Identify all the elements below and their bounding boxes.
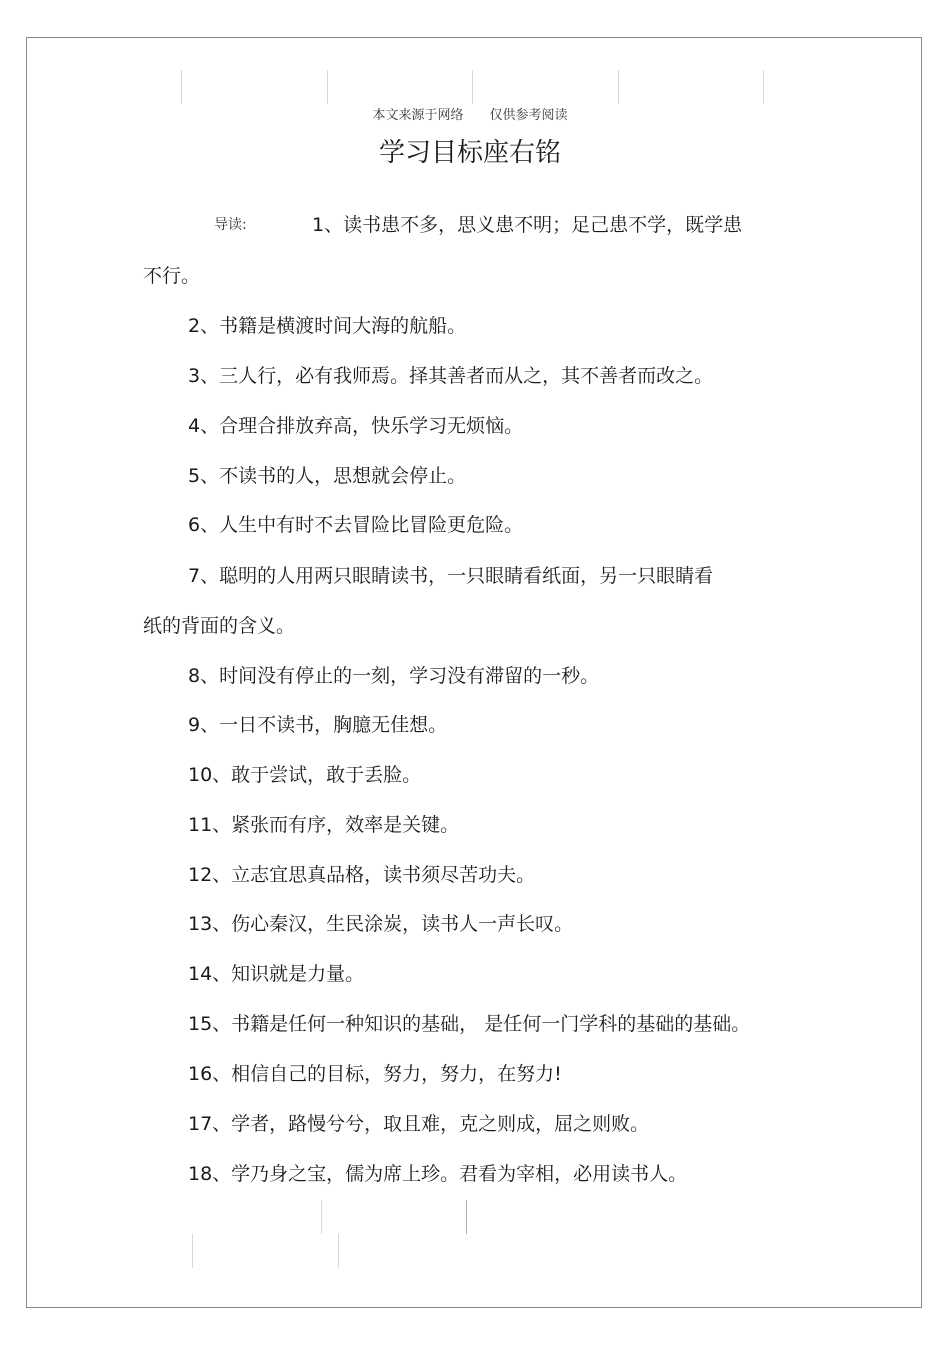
quote-11: 11、紧张而有序，效率是关键。 bbox=[188, 814, 460, 836]
page-title: 学习目标座右铭 bbox=[378, 138, 561, 168]
quote-13: 13、伤心秦汉，生民涂炭，读书人一声长叹。 bbox=[188, 913, 574, 935]
scan-mark bbox=[181, 70, 182, 104]
quote-16: 16、相信自己的目标，努力，努力，在努力! bbox=[188, 1063, 562, 1085]
quote-12: 12、立志宜思真品格，读书须尽苦功夫。 bbox=[188, 864, 536, 886]
quote-1-line-2: 不行。 bbox=[143, 265, 201, 287]
quote-9: 9、一日不读书，胸臆无佳想。 bbox=[188, 714, 448, 736]
quote-4: 4、合理合排放弃高，快乐学习无烦恼。 bbox=[188, 415, 524, 437]
quote-18: 18、学乃身之宝，儒为席上珍。君看为宰相，必用读书人。 bbox=[188, 1163, 688, 1185]
quote-6: 6、人生中有时不去冒险比冒险更危险。 bbox=[188, 514, 524, 536]
quote-7-line-2: 纸的背面的含义。 bbox=[143, 615, 296, 637]
scan-mark bbox=[618, 70, 619, 104]
quote-2: 2、书籍是横渡时间大海的航船。 bbox=[188, 315, 467, 337]
quote-3: 3、三人行，必有我师焉。择其善者而从之，其不善者而改之。 bbox=[188, 365, 714, 387]
quote-15: 15、书籍是任何一种知识的基础， 是任何一门学科的基础的基础。 bbox=[188, 1013, 751, 1035]
scan-mark bbox=[466, 1200, 467, 1234]
scan-mark bbox=[763, 70, 764, 104]
scan-mark bbox=[327, 70, 328, 104]
source-note: 本文来源于网络 bbox=[372, 108, 464, 123]
intro-label: 导读: bbox=[214, 217, 247, 233]
header-note bbox=[0, 104, 940, 123]
scan-mark bbox=[192, 1234, 193, 1268]
scan-mark bbox=[338, 1234, 339, 1268]
quote-5: 5、不读书的人，思想就会停止。 bbox=[188, 465, 467, 487]
scan-mark bbox=[321, 1200, 322, 1234]
reference-note: 仅供参考阅读 bbox=[489, 108, 568, 123]
quote-7-line-1: 7、聪明的人用两只眼睛读书，一只眼睛看纸面，另一只眼睛看 bbox=[188, 565, 714, 587]
quote-14: 14、知识就是力量。 bbox=[188, 963, 365, 985]
scan-mark bbox=[472, 70, 473, 104]
quote-1-line-1: 1、读书患不多，思义患不明；足己患不学，既学患 bbox=[312, 214, 743, 236]
quote-8: 8、时间没有停止的一刻，学习没有滞留的一秒。 bbox=[188, 665, 600, 687]
quote-10: 10、敢于尝试，敢于丢脸。 bbox=[188, 764, 422, 786]
quote-17: 17、学者，路慢兮兮，取且难，克之则成，屈之则败。 bbox=[188, 1113, 650, 1135]
